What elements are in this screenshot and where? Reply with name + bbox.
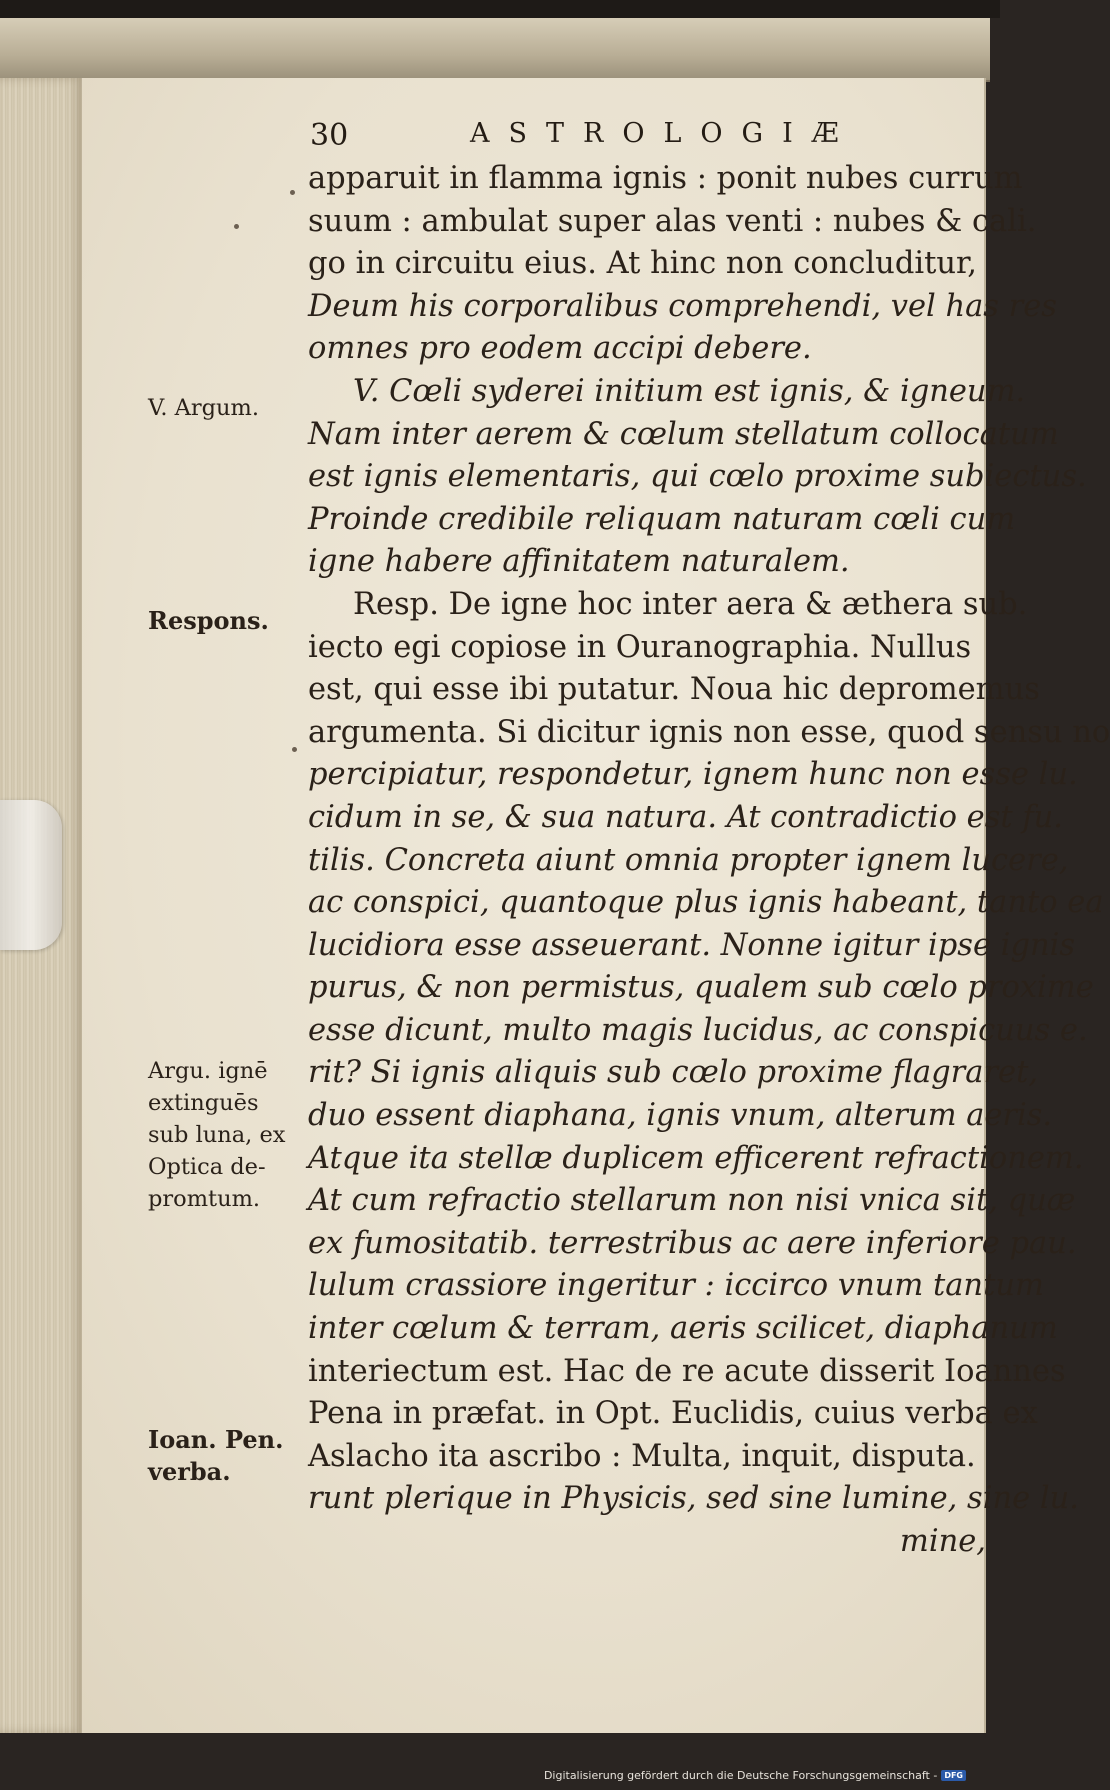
marginal-line: verba. <box>148 1457 231 1486</box>
text-line: V. Cœli syderei initium est ignis, & igneum. <box>353 373 1026 409</box>
text-line: percipiatur, respondetur, ignem hunc non esse lu. <box>308 757 1078 793</box>
text-line: Deum his corporalibus comprehendi, vel has res <box>308 288 1057 324</box>
text-line: lucidiora esse asseuerant. Nonne igitur ipse ignis <box>308 927 1076 963</box>
text-line: igne habere affinitatem naturalem. <box>308 544 850 580</box>
page-header <box>310 118 890 158</box>
text-line: ac conspici, quantoque plus ignis habeant, tanto ea <box>308 885 1104 921</box>
text-line: Resp. De igne hoc inter aera & æthera sub. <box>353 586 1028 622</box>
body-text <box>308 158 1110 1564</box>
text-line: est ignis elementaris, qui cœlo proxime subiectus. <box>308 459 1087 495</box>
marginal-line: Ioan. Pen. <box>148 1425 284 1454</box>
marginal-line: promtum. <box>148 1186 261 1212</box>
marginal-text: V. Argum. <box>148 395 260 421</box>
marginal-line: Optica de- <box>148 1154 266 1180</box>
marginal-note-argu <box>148 1055 308 1215</box>
marginal-note-respons <box>148 605 308 637</box>
text-line: omnes pro eodem accipi debere. <box>308 331 812 367</box>
text-line: rit? Si ignis aliquis sub cœlo proxime flagraret, <box>308 1055 1039 1091</box>
ink-speck <box>292 747 297 752</box>
text-line: Atque ita stellæ duplicem efficerent refractionem. <box>308 1140 1084 1176</box>
text-line: Nam inter aerem & cœlum stellatum collocatum <box>308 416 1059 452</box>
marginal-text: Respons. <box>148 606 269 635</box>
book-top-edge <box>0 18 990 82</box>
ink-speck <box>234 224 239 229</box>
top-dark-bar <box>0 0 1000 18</box>
dfg-logo: DFG <box>941 1770 966 1781</box>
marginal-line: sub luna, ex <box>148 1122 286 1148</box>
text-line: apparuit in flamma ignis : ponit nubes currum <box>308 161 1023 196</box>
page-marker-tab <box>0 800 62 950</box>
marginal-note-joan <box>148 1424 308 1488</box>
text-line: interiectum est. Hac de re acute disserit Ioannes <box>308 1353 1066 1389</box>
text-line: suum : ambulat super alas venti : nubes & cali. <box>308 203 1037 239</box>
marginal-note-v-argum <box>148 392 308 424</box>
digitization-credit <box>544 1769 966 1782</box>
text-line: argumenta. Si dicitur ignis non esse, quod sensu no <box>308 714 1110 750</box>
text-line: inter cœlum & terram, aeris scilicet, diaphanum <box>308 1311 1058 1347</box>
text-line: Pena in præfat. in Opt. Euclidis, cuius verba ex <box>308 1396 1038 1432</box>
text-line: tilis. Concreta aiunt omnia propter ignem lucere, <box>308 842 1069 878</box>
catchword: mine, <box>899 1524 986 1559</box>
marginal-line: Argu. ignē <box>148 1058 268 1084</box>
running-title: ASTROLOGIÆ <box>470 118 858 149</box>
text-line: purus, & non permistus, qualem sub cœlo proxime <box>308 970 1094 1006</box>
text-line: iecto egi copiose in Ouranographia. Nullus <box>308 629 972 665</box>
bottom-dark-bar <box>0 1733 1000 1790</box>
text-line: lulum crassiore ingeritur : iccirco vnum tantum <box>308 1268 1044 1304</box>
text-line: duo essent diaphana, ignis vnum, alterum aeris. <box>308 1098 1053 1134</box>
marginal-line: extinguēs <box>148 1090 259 1116</box>
text-line: cidum in se, & sua natura. At contradictio est fu. <box>308 799 1063 835</box>
page-number: 30 <box>310 118 349 153</box>
text-line: Proinde credibile reliquam naturam cœli cum <box>308 501 1016 537</box>
ink-speck <box>290 190 295 195</box>
credit-text: Digitalisierung gefördert durch die Deutsche Forschungsgemeinschaft - <box>543 1769 938 1782</box>
text-line: At cum refractio stellarum non nisi vnica sit, quæ <box>308 1183 1076 1219</box>
text-line: Aslacho ita ascribo : Multa, inquit, disputa. <box>308 1438 976 1474</box>
text-line: esse dicunt, multo magis lucidus, ac conspicuus e. <box>308 1012 1088 1048</box>
text-line: ex fumositatib. terrestribus ac aere inferiore pau. <box>308 1225 1077 1261</box>
text-line: est, qui esse ibi putatur. Noua hic depromemus <box>308 672 1040 708</box>
text-line: go in circuitu eius. At hinc non concluditur, <box>308 246 977 282</box>
text-line: runt plerique in Physicis, sed sine lumine, sine lu. <box>308 1481 1079 1517</box>
